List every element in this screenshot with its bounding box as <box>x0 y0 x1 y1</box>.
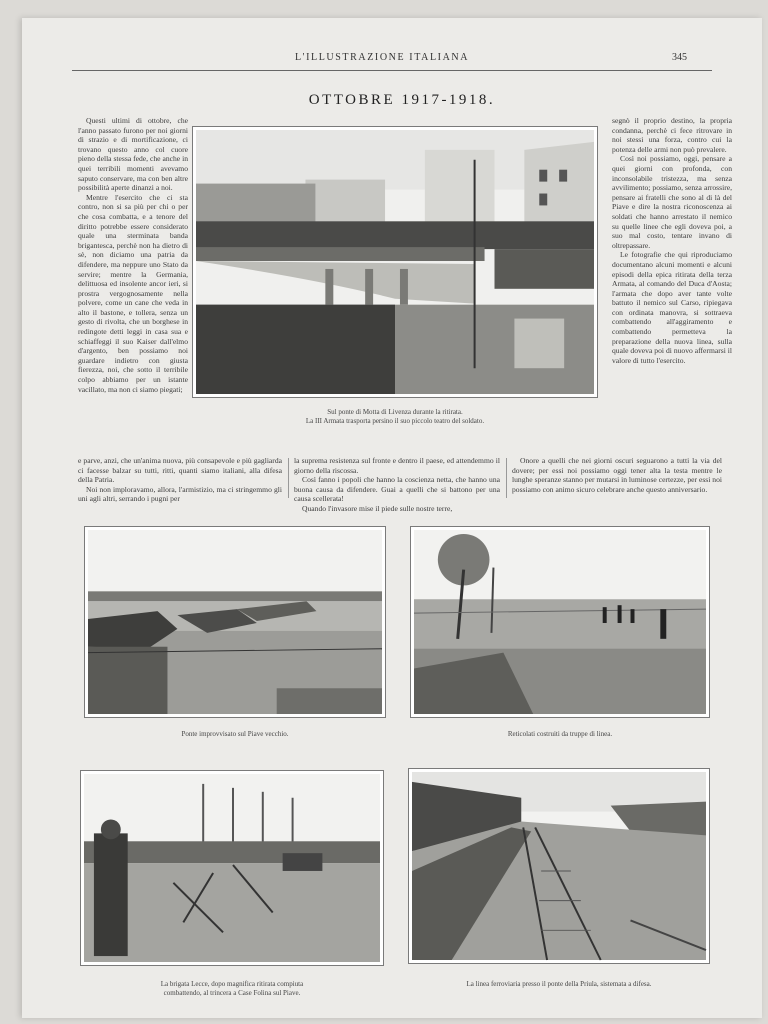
header-rule <box>72 70 712 71</box>
caption-middle-left-photo: Ponte improvvisato sul Piave vecchio. <box>181 730 289 738</box>
bridge-scene-illustration <box>196 130 594 394</box>
text-column-right <box>612 116 732 462</box>
text-column-left <box>78 116 188 458</box>
paragraph: Così noi possiamo, oggi, pensare a quei giorni con profonda, con inconsolabile tristezza, ma senza avvilimento; possiamo, senza arrossire, pensare ai fratelli che sono al di là del Piave e dire la nostra riconoscenza ai soldati che hanno arrestato il nemico su quelle linee che egli doveva poi, a suo mal costo, tentare invano di oltrepassare. <box>612 154 732 250</box>
paragraph: e parve, anzi, che un'anima nuova, più consapevole e più gagliarda ci facesse balzar su tutti, ritti, quanti siamo italiani, alla difesa della Patria. <box>78 456 282 485</box>
text-column-bottom-1 <box>78 456 282 504</box>
text-column-bottom-3 <box>512 456 722 500</box>
text-column-bottom-2 <box>294 456 500 513</box>
caption-bottom-left-photo <box>80 980 384 997</box>
newspaper-page <box>22 18 762 1018</box>
paragraph: Mentre l'esercito che ci sta contro, non si sa più per chi o per che cosa combatta, e a tenore del diritto potrebbe essere considerato quale una sterminata banda brigantesca, perchè non ha dietro di sè, non diciamo una patria da difendere, ma neppure uno Stato da servire; mentre la Germania, delittuosa ed insolente ancor ieri, si prostra vergognosamente nella polvere, come un cane che veda in alto il bastone, e tollera, senza un gesto di rivolta, che un borghese in redingote detti leggi in casa sua e schiaffeggi il suo Kaiser dall'elmo d'argento, ben possiamo noi guardare indietro con giusta fierezza, noi, che sotto il terribile colpo abbiamo per un istante vacillato, ma non ci siamo piegati; <box>78 192 188 394</box>
field-works-illustration <box>414 530 706 714</box>
photo-barbed-wire-works <box>410 526 710 718</box>
paragraph: segnò il proprio destino, la propria condanna, perchè ci fece ritrovare in noi stessi una forza, contro cui la potenza delle armi non può prevalere. <box>612 116 732 154</box>
paragraph: Quando l'invasore mise il piede sulle nostre terre, <box>302 503 453 513</box>
article-headline: OTTOBRE 1917-1918. <box>308 92 496 108</box>
paragraph: Noi non imploravamo, allora, l'armistizio, ma ci stringemmo gli uni agli altri, serrando i pugni per <box>78 484 282 504</box>
column-rule <box>288 458 289 498</box>
masthead <box>22 52 762 72</box>
caption-line: La brigata Lecce, dopo magnifica ritirata compiuta <box>160 980 304 988</box>
column-rule <box>506 458 507 498</box>
caption-line: combattendo, al trincera a Case Folina sul Piave. <box>163 988 301 997</box>
photo-improvised-bridge-piave <box>84 526 386 718</box>
caption-line: La III Armata trasporta persino il suo piccolo teatro del soldato. <box>305 416 485 425</box>
paragraph: la suprema resistenza sul fronte e dentro il paese, ed attendemmo il giorno della riscossa. <box>294 456 500 475</box>
page-number: 345 <box>672 52 687 63</box>
paragraph: Onore a quelli che nei giorni oscuri seguarono a tutti la via del dovere; per essi noi possiamo oggi tener alta la testa mentre le lunghe speranze stanno per mutarsi in luminose certezze, per essi noi possiamo con animo sicuro celebrare anche questo anniversario. <box>512 456 722 494</box>
caption-bottom-right-photo: La linea ferroviaria presso il ponte della Priula, sistemata a difesa. <box>466 980 652 988</box>
photo-bridge-motta-di-livenza <box>192 126 598 398</box>
paragraph: Le fotografie che qui riproduciamo documentano alcuni momenti e alcuni episodi della epica ritirata della terza Armata, al comando del Duca d'Aosta; l'armata che dopo aver tante volte battuto il nemico sul Carso, ripiegava con ordinata manovra, si sottraeva combattendo all'aggiramento e combattendo permetteva la preparazione della nuova linea, sulla quale doveva poi di nuovo affermarsi il valore di tutto l'esercito. <box>612 250 732 365</box>
railway-illustration <box>412 772 706 960</box>
caption-middle-right-photo: Reticolati costruiti da truppe di linea. <box>507 730 613 738</box>
trench-illustration <box>84 774 380 962</box>
paragraph: Questi ultimi di ottobre, che l'anno passato furono per noi giorni di strazio e di mortificazione, ci trovano questo anno col cuore pieno della stessa fede, che anche in quei terribili momenti avevamo saputo conservare, ma con ben altre possibilità aperte dinanzi a noi. <box>78 116 188 193</box>
paragraph: Così fanno i popoli che hanno la coscienza netta, che hanno una buona causa da difendere. Guai a quelli che si battono per una causa scellerata! <box>294 475 500 504</box>
caption-top-photo <box>192 408 598 425</box>
publication-title: L'ILLUSTRAZIONE ITALIANA <box>294 52 470 63</box>
caption-line: Sul ponte di Motta di Livenza durante la ritirata. <box>327 408 463 416</box>
photo-railway-line-priula <box>408 768 710 964</box>
river-bridge-illustration <box>88 530 382 714</box>
photo-lecce-brigade-trench <box>80 770 384 966</box>
